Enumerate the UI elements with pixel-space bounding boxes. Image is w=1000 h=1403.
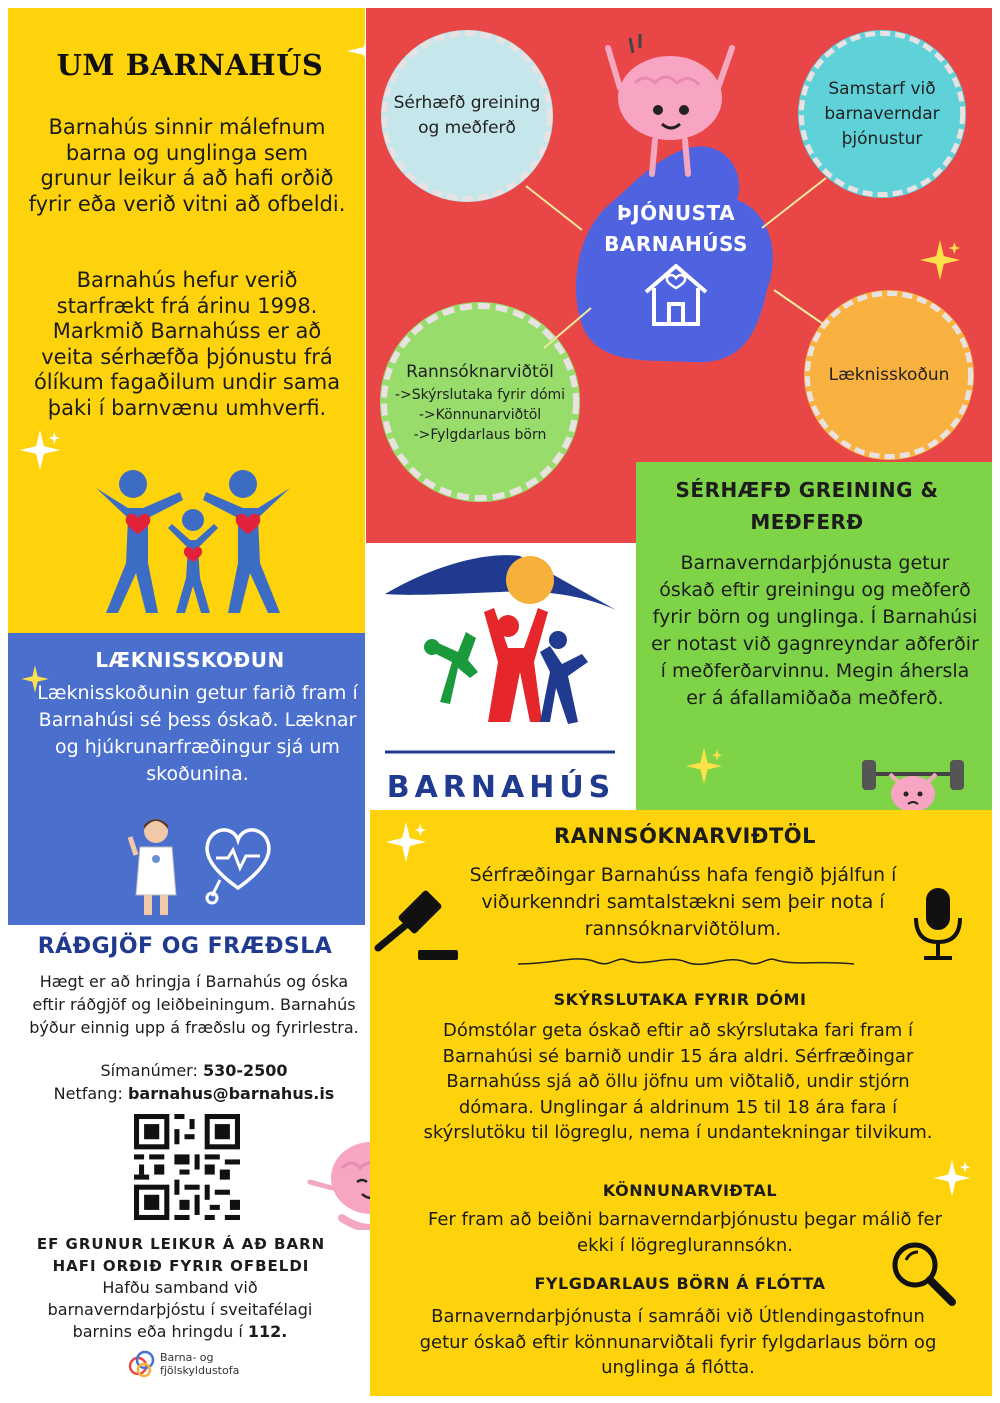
grunur-number[interactable]: 112. bbox=[247, 1322, 288, 1341]
microphone-icon bbox=[908, 884, 968, 962]
service-circle-greining-label: Sérhæfð greining og meðferð bbox=[393, 93, 541, 138]
radgjof-phone-label: Símanúmer: bbox=[100, 1061, 198, 1080]
laekn-title: LÆKNISSKOÐUN bbox=[95, 648, 285, 672]
doctor-illustration bbox=[128, 815, 184, 919]
rannsokn-title: RANNSÓKNARVIÐTÖL bbox=[553, 824, 817, 848]
sparkle-icon bbox=[684, 746, 724, 786]
skyrslutaka-title: SKÝRSLUTAKA FYRIR DÓMI bbox=[553, 990, 807, 1009]
service-circle-laeknisskodun-label: Læknisskoðun bbox=[828, 364, 950, 385]
barnahus-logo bbox=[380, 552, 620, 757]
laekn-text: Læknisskoðunin getur farið fram í Barnahúsi sé þess óskað. Læknar og hjúkrunarfræðingur sjá um skoðunina. bbox=[37, 682, 358, 785]
grunur-text: Hafðu samband við barnaverndarþjóstu í sveitafélagi barnins eða hringdu í bbox=[47, 1278, 313, 1341]
magnifying-glass-icon bbox=[888, 1238, 958, 1308]
radgjof-email[interactable]: barnahus@barnahus.is bbox=[127, 1084, 335, 1103]
radgjof-phone-row bbox=[24, 1059, 364, 1082]
service-circle-rannsokn-title: Rannsóknarviðtöl bbox=[406, 361, 554, 382]
fylgdarlaus-text: Barnaverndarþjónusta í samráði við Útlendingastofnun getur óskað eftir könnunarviðtali fyrir fylgdarlaus börn og unglinga á flótta. bbox=[419, 1306, 937, 1378]
radgjof-phone[interactable]: 530-2500 bbox=[202, 1061, 288, 1080]
greining-title: SÉRHÆFÐ GREINING & MEÐFERÐ bbox=[675, 478, 939, 534]
barna-fjolskyldustofa-logo-text bbox=[160, 1351, 280, 1377]
gavel-icon bbox=[372, 888, 462, 964]
sparkle-icon bbox=[932, 1158, 972, 1198]
radgjof-email-label: Netfang: bbox=[53, 1084, 123, 1103]
brain-mascot-illustration bbox=[600, 28, 740, 178]
konnunarvidtal-title: KÖNNUNARVIÐTAL bbox=[602, 1181, 778, 1200]
service-circle-samstarf-label: Samstarf við barnaverndar þjónustur bbox=[824, 78, 940, 149]
barnahus-logo-text: BARNAHÚS bbox=[386, 770, 616, 805]
grunur-title: EF GRUNUR LEIKUR Á AÐ BARN HAFI ORÐIÐ FYRIR OFBELDI bbox=[36, 1235, 326, 1275]
qr-code[interactable] bbox=[134, 1114, 240, 1220]
fylgdarlaus-title: FYLGDARLAUS BÖRN Á FLÓTTA bbox=[534, 1274, 826, 1293]
heart-stethoscope-icon bbox=[200, 822, 276, 906]
service-circle-rannsokn-item-3: ->Fylgdarlaus börn bbox=[413, 426, 547, 443]
barna-fjolskyldustofa-logo-icon bbox=[128, 1348, 156, 1378]
about-title: UM BARNAHÚS bbox=[56, 48, 324, 82]
decorative-divider bbox=[516, 950, 856, 972]
family-figures-illustration bbox=[88, 468, 298, 618]
sparkle-icon bbox=[18, 428, 62, 472]
radgjof-title: RÁÐGJÖF OG FRÆÐSLA bbox=[37, 934, 333, 959]
barna-fjolskyldustofa-line1: Barna- og bbox=[160, 1351, 214, 1364]
skyrslutaka-text: Dómstólar geta óskað eftir að skýrslutaka fari fram í Barnahúsi sé barnið undir 15 ára aldri. Sérfræðingar Barnahúss sjá að öllu jöfnu um viðtalið, undir stjórn dómara. Unglingar á aldrinum 15 til 18 ára fara í skýrslutöku til lögreglu, nema í undantekningar tilvikum. bbox=[423, 1020, 933, 1143]
about-paragraph-2: Barnahús hefur verið starfrækt frá árinu 1998. Markmið Barnahúss er að veita sérhæfða þjónustu frá ólíkum fagaðilum undir sama þaki í barnvænu umhverfi. bbox=[33, 268, 341, 420]
greining-text: Barnaverndarþjónusta getur óskað eftir greiningu og meðferð fyrir börn og unglinga. Í Barnahúsi er notast við gagnreyndar aðferðir í meðferðarvinnu. Megin áhersla er á áfallamiðaða meðferð. bbox=[651, 552, 979, 709]
rannsokn-intro: Sérfræðingar Barnahúss hafa fengið þjálfun í viðurkenndri samtalstækni sem þeir nota í rannsóknarviðtölum. bbox=[469, 864, 897, 940]
radgjof-email-row bbox=[24, 1082, 364, 1105]
services-center-title: ÞJÓNUSTA BARNAHÚSS bbox=[604, 201, 748, 256]
konnunarvidtal-text: Fer fram að beiðni barnaverndarþjónustu þegar málið fer ekki í lögreglurannsókn. bbox=[427, 1209, 943, 1256]
service-circle-rannsokn-item-1: ->Skýrslutaka fyrir dómi bbox=[394, 386, 566, 403]
sparkle-icon bbox=[20, 664, 50, 694]
grunur-text-block bbox=[40, 1277, 320, 1343]
radgjof-text: Hægt er að hringja í Barnahús og óska eftir ráðgjöf og leiðbeiningum. Barnahús býður einnig upp á fræðslu og fyrirlestra. bbox=[29, 972, 359, 1037]
sparkle-icon bbox=[384, 820, 428, 864]
service-circle-rannsokn-item-2: ->Könnunarviðtöl bbox=[418, 406, 542, 423]
barna-fjolskyldustofa-line2: fjölskyldustofa bbox=[160, 1364, 240, 1377]
about-paragraph-1: Barnahús sinnir málefnum barna og unglinga sem grunur leikur á að hafi orðið fyrir eða verið vitni að ofbeldi. bbox=[28, 115, 346, 216]
sparkle-icon bbox=[918, 238, 962, 282]
